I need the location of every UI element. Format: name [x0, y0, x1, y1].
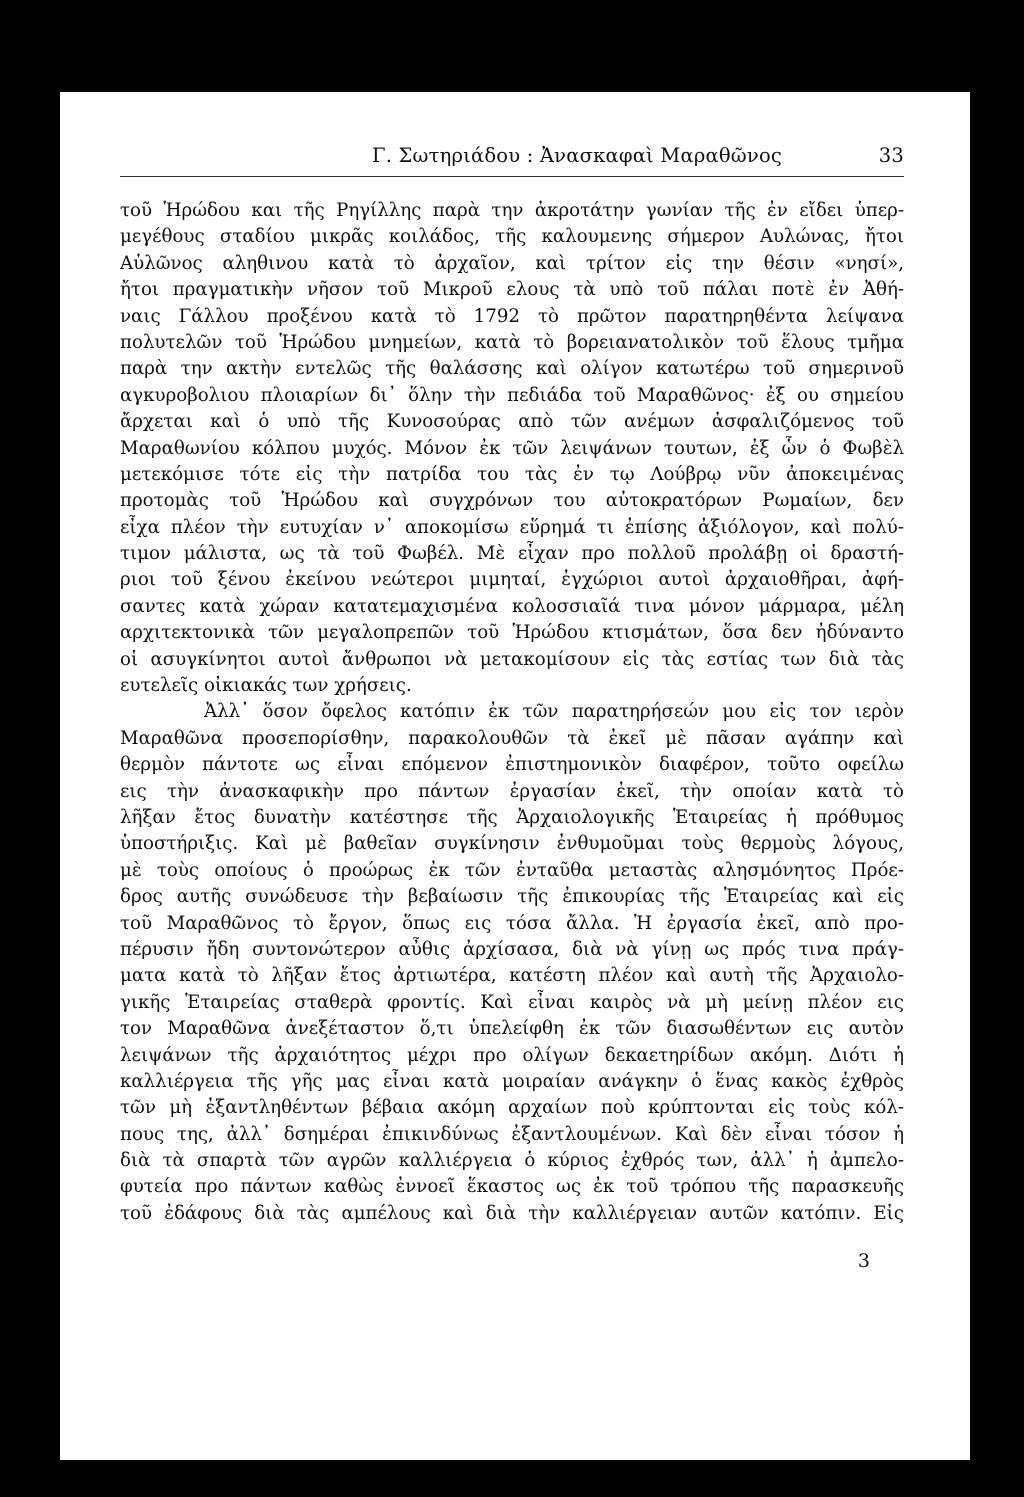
text-line: ευτελεῖς οἰκιακάς των χρήσεις.: [120, 675, 412, 697]
header-rule: [120, 176, 904, 177]
text-line: σαντες κατὰ χώραν κατατεμαχισμένα κολοσσιαῖά τινα μόνον μάρμαρα, μέλη: [120, 595, 904, 617]
page-number: 33: [878, 144, 904, 167]
text-line: ὑποστήριξις. Καὶ μὲ βαθεῖαν συγκίνησιν ἐνθυμοῦμαι τοὺς θερμοὺς λόγους,: [120, 833, 904, 855]
text-line: τον Μαραθῶνα ἀνεξέταστον ὅ,τι ὑπελείφθη ἐκ τῶν διασωθέντων εις αυτὸν: [120, 1018, 904, 1040]
signature-mark: 3: [857, 1250, 870, 1272]
text-line: γικῆς Ἑταιρείας σταθερὰ φροντίς. Καὶ εἶναι καιρὸς νὰ μὴ μείνῃ πλέον εις: [120, 991, 904, 1013]
text-line: ἄρχεται καὶ ὁ υπὸ τῆς Κυνοσούρας απὸ τῶν ανέμων ἀσφαλιζόμενος τοῦ: [120, 411, 904, 433]
text-line: τοῦ Μαραθῶνος τὸ ἔργον, ὅπως εις τόσα ἄλλα. Ἡ ἐργασία ἐκεῖ, απὸ προ-: [120, 912, 904, 934]
text-line: οἱ ασυγκίνητοι αυτοὶ ἄνθρωποι νὰ μετακομίσουν εἰς τὰς εστίας των διὰ τὰς: [120, 648, 904, 670]
text-line: αρχιτεκτονικὰ τῶν μεγαλοπρεπῶν τοῦ Ἡρώδου κτισμάτων, ὅσα δεν ἠδύναντο: [120, 622, 904, 644]
text-line: παρὰ την ακτὴν εντελῶς τῆς θαλάσσης καὶ ολίγον κατωτέρω τοῦ σημερινοῦ: [120, 358, 904, 380]
text-line: μετεκόμισε τότε εἰς τὴν πατρίδα του τὰς ἐν τῳ Λούβρῳ νῦν ἀποκειμένας: [120, 463, 904, 485]
text-line: δρος αυτῆς συνώδευσε τὴν βεβαίωσιν τῆς ἐπικουρίας τῆς Ἑταιρείας καὶ εἰς: [120, 886, 904, 908]
text-line: μεγέθους σταδίου μικρᾶς κοιλάδος, τῆς καλουμενης σήμερον Αυλώνας, ἤτοι: [120, 226, 904, 248]
text-line: προτομὰς τοῦ Ἡρώδου καὶ συγχρόνων του αὐτοκρατόρων Ρωμαίων, δεν: [120, 490, 904, 512]
text-line: ριοι τοῦ ξένου ἐκείνου νεώτεροι μιμηταί, ἐγχώριοι αυτοὶ ἀρχαιοθῆραι, ἀφή-: [120, 569, 904, 591]
text-line: αγκυροβολιου πλοιαρίων δι᾽ ὅλην τὴν πεδιάδα τοῦ Μαραθῶνος· ἐξ ου σημείου: [120, 384, 904, 406]
text-line: καλλιέργεια τῆς γῆς μας εἶναι κατὰ μοιραίαν ανάγκην ὁ ἕνας κακὸς ἐχθρὸς: [120, 1070, 904, 1092]
text-line: Μαραθῶνα προσεπορίσθην, παρακολουθῶν τὰ ἐκεῖ μὲ πᾶσαν αγάπην καὶ: [120, 727, 904, 749]
text-line: τοῦ Ἡρώδου και τῆς Ρηγίλλης παρὰ την ἀκροτάτην γωνίαν τῆς ἐν εἴδει ὑπερ-: [120, 200, 904, 221]
text-line: ματα κατὰ τὸ λῆξαν ἔτος ἀρτιωτέρα, κατέστη πλέον καὶ αυτὴ τῆς Ἀρχαιολο-: [120, 965, 904, 987]
text-line: Μαραθωνίου κόλπου μυχός. Μόνον ἐκ τῶν λειψάνων τουτων, ἐξ ὧν ὁ Φωβὲλ: [120, 437, 904, 459]
book-page: [60, 92, 970, 1460]
text-line: μὲ τοὺς οποίους ὁ προώρως ἐκ τῶν ἐνταῦθα μεταστὰς αλησμόνητος Πρόε-: [120, 859, 904, 881]
text-line: πέρυσιν ἤδη συντονώτερον αὖθις ἀρχίσασα, διὰ νὰ γίνῃ ως πρός τινα πράγ-: [120, 938, 904, 960]
text-line: πολυτελῶν τοῦ Ἡρώδου μνημείων, κατὰ τὸ βορειανατολικὸν τοῦ ἕλους τμῆμα: [120, 331, 904, 353]
text-line: λῆξαν ἔτος δυνατὴν κατέστησε τῆς Ἀρχαιολογικῆς Ἑταιρείας ἡ πρόθυμος: [120, 806, 904, 828]
text-line: Αὐλῶνος αληθινου κατὰ τὸ ἀρχαῖον, καὶ τρίτον εἰς την θέσιν «νησί»,: [120, 252, 904, 274]
text-line: διὰ τὰ σπαρτὰ τῶν αγρῶν καλλιέργεια ὁ κύριος ἐχθρός των, ἀλλ᾽ ἡ ἀμπελο-: [120, 1150, 904, 1172]
running-title: Γ. Σωτηριάδου : Ἀνασκαφαὶ Μαραθῶνος: [372, 144, 783, 167]
body-text: [120, 198, 904, 1227]
text-line: ναις Γάλλου προξένου κατὰ τὸ 1792 τὸ πρῶτον παρατηρηθέντα λείψανα: [120, 305, 904, 327]
text-line: εἶχα πλέον τὴν ευτυχίαν ν᾽ αποκομίσω εὕρημά τι ἐπίσης ἀξιόλογον, καὶ πολύ-: [120, 516, 904, 538]
text-line: τιμον μάλιστα, ως τὰ τοῦ Φωβέλ. Μὲ εἶχαν προ πολλοῦ προλάβῃ οἱ δραστή-: [120, 543, 904, 565]
text-line: θερμὸν πάντοτε ως εἶναι επόμενον ἐπιστημονικὸν διαφέρον, τοῦτο οφείλω: [120, 754, 904, 776]
page-header: [120, 144, 904, 174]
text-line: τοῦ ἐδάφους διὰ τὰς αμπέλους καὶ διὰ τὴν καλλιέργειαν αυτῶν κατόπιν. Εἰς: [120, 1202, 904, 1224]
text-line: Ἀλλ᾽ ὅσον ὄφελος κατόπιν ἐκ τῶν παρατηρήσεών μου εἰς τον ιερὸν: [204, 701, 904, 723]
text-line: λειψάνων τῆς ἀρχαιότητος μέχρι προ ολίγων δεκαετηρίδων ακόμη. Διότι ἡ: [120, 1044, 904, 1066]
text-line: πους της, ἀλλ᾽ δσημέραι ἐπικινδύνως ἐξαντλουμένων. Καὶ δὲν εἶναι τόσον ἡ: [120, 1123, 904, 1145]
text-line: ἤτοι πραγματικὴν νῆσον τοῦ Μικροῦ ελους τὰ υπὸ τοῦ πάλαι ποτὲ ἐν Ἀθή-: [120, 279, 904, 301]
text-line: τῶν μὴ ἐξαντληθέντων βέβαια ακόμη αρχαίων ποὺ κρύπτονται εἰς τοὺς κόλ-: [120, 1097, 904, 1119]
text-line: φυτεία προ πάντων καθὼς ἐννοεῖ ἕκαστος ως ἐκ τοῦ τρόπου τῆς παρασκευῆς: [120, 1176, 904, 1198]
text-line: εις τὴν ἀνασκαφικὴν προ πάντων ἐργασίαν ἐκεῖ, τὴν οποίαν κατὰ τὸ: [120, 780, 904, 802]
